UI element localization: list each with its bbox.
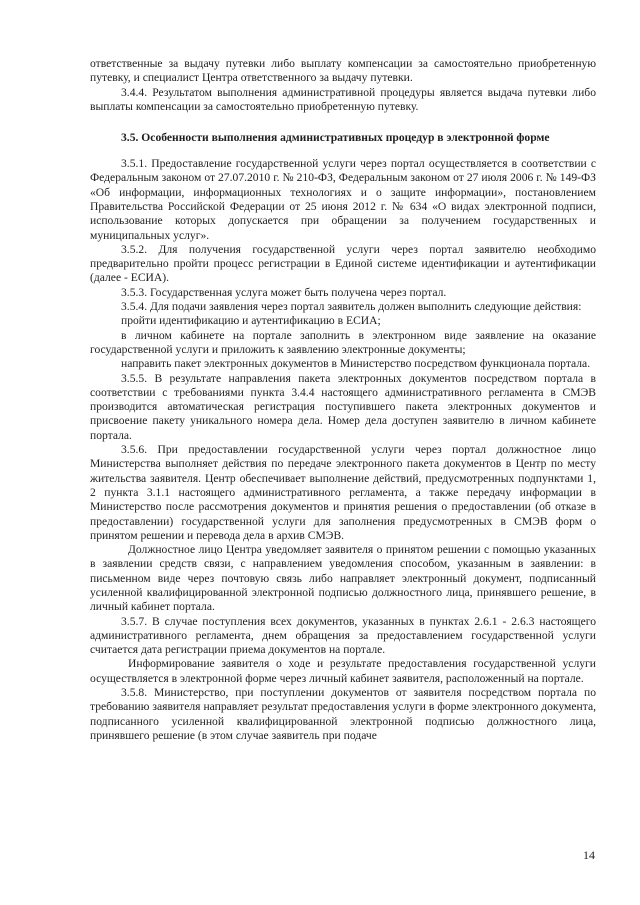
paragraph-3-5-3: 3.5.3. Государственная услуга может быть получена через портал.	[121, 285, 447, 299]
paragraph-continuation: ответственные за выдачу путевки либо выплату компенсации за самостоятельно приобретенную путевку, и специалист Центра ответственного за выдачу путевки.	[90, 57, 596, 85]
paragraph-informing: Информирование заявителя о ходе и результате предоставления государственной услуги осуществляется в электронной форме через личный кабинет заявителя, расположенный на портале.	[90, 657, 596, 685]
paragraph-3-5-5: 3.5.5. В результате направления пакета электронных документов посредством портала в соответствии с требованиями пункта 3.4.4 настоящего административного регламента в СМЭВ производится автоматическая регистрация поступившего пакета электронных документов и присвоение пакету уникального номера дела. Номер дела доступен заявителю в личном кабинете портала.	[90, 371, 596, 442]
list-item-send-package: направить пакет электронных документов в Министерство посредством функционала портала.	[121, 357, 591, 371]
paragraph-3-5-8: 3.5.8. Министерство, при поступлении документов от заявителя посредством портала по требованию заявителя направляет результат предоставления услуги в форме электронного документа, подписанного усиленной квалифицированной электронной подписью должностного лица, принявшего решение (в этом случае заявитель при подаче	[90, 686, 596, 742]
paragraph-3-5-6: 3.5.6. При предоставлении государственной услуги через портал должностное лицо Министерства выполняет действия по передаче электронного пакета документов в Центр по месту жительства заявителя. Центр обеспечивает выполнение действий, предусмотренных подпунктами 1, 2 пункта 3.1.1 настоящего административного регламента, а также передачу информации в Министерство после рассмотрения документов и принятия решения о предоставлении (об отказе в предоставлении) государственной услуги для заполнения предусмотренных в СМЭВ форм о принятом решении и перевода дела в архив СМЭВ.	[90, 443, 596, 542]
paragraph-3-5-7: 3.5.7. В случае поступления всех документов, указанных в пунктах 2.6.1 - 2.6.3 настоящего административного регламента, днем обращения за предоставлением государственной услуги считается дата регистрации приема документов на портале.	[90, 614, 596, 657]
paragraph-3-5-4: 3.5.4. Для подачи заявления через портал заявитель должен выполнить следующие действия:	[121, 300, 582, 314]
paragraph-3-5-1: 3.5.1. Предоставление государственной услуги через портал осуществляется в соответствии с Федеральным законом от 27.07.2010 г. № 210-ФЗ, Федеральным законом от 27 июля 2006 г. № 149-ФЗ «Об информации, информационных технологиях и о защите информации», постановлением Правительства Российской Федерации от 25 июня 2012 г. № 634 «О видах электронной подписи, использование которых допускается при обращении за получением государственных и муниципальных услуг».	[90, 157, 596, 242]
section-heading-3-5: 3.5. Особенности выполнения административных процедур в электронной форме	[121, 131, 550, 145]
list-item-fill-application: в личном кабинете на портале заполнить в электронном виде заявление на оказание государственной услуги и приложить к заявлению электронные документы;	[90, 328, 596, 356]
list-item-esia: пройти идентификацию и аутентификацию в ЕСИА;	[121, 314, 381, 328]
paragraph-3-4-4: 3.4.4. Результатом выполнения административной процедуры является выдача путевки либо выплаты компенсации за самостоятельно приобретенную путевку.	[90, 85, 596, 113]
paragraph-notification: Должностное лицо Центра уведомляет заявителя о принятом решении с помощью указанных в заявлении средств связи, с направлением уведомления способом, указанным в заявлении: в письменном виде через почтовую связь либо направляет электронный документ, подписанный усиленной квалифицированной электронной подписью должностного лица, принявшего решение, в личный кабинет портала.	[90, 543, 596, 614]
page-number: 14	[583, 848, 595, 862]
paragraph-3-5-2: 3.5.2. Для получения государственной услуги через портал заявителю необходимо предварительно пройти процесс регистрации в Единой системе идентификации и аутентификации (далее - ЕСИА).	[90, 242, 596, 285]
